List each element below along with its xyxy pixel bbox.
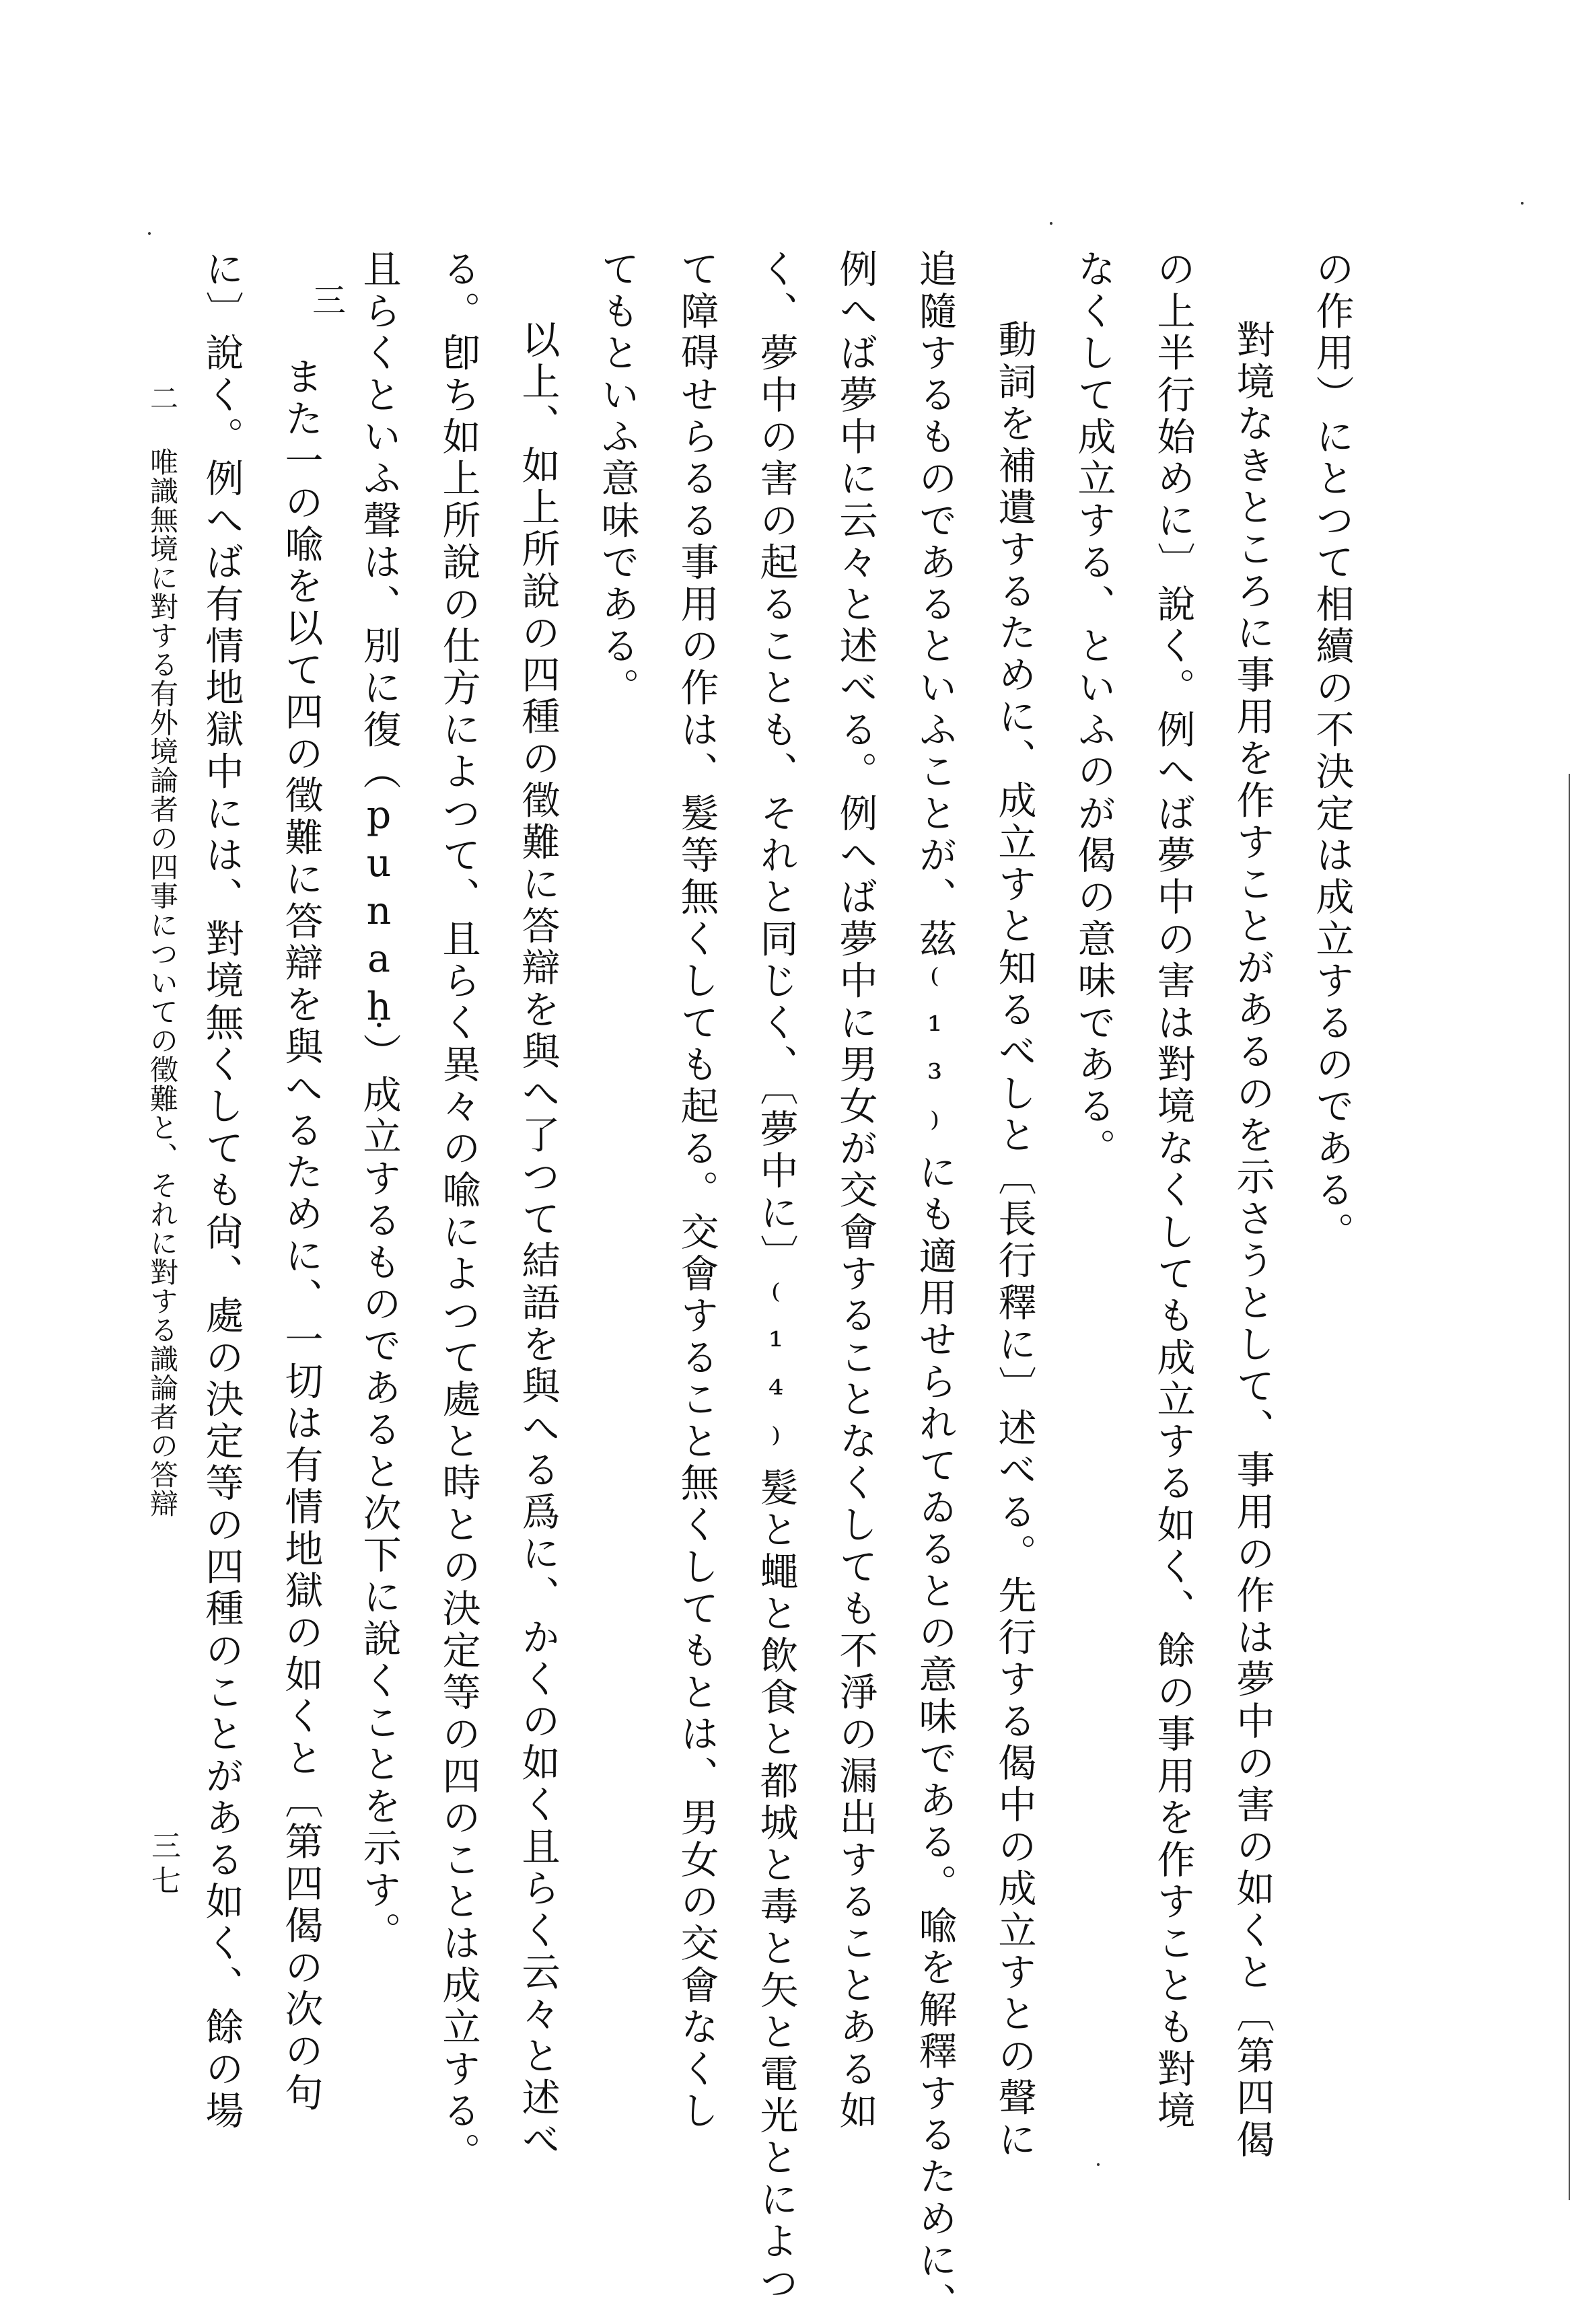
running-head-number: 二: [146, 384, 179, 412]
text-column-11: 以上、如上所說の四種の徵難に答辯を與へ了つて結語を與へる爲に、かくの如く且らく云々と述べ: [515, 320, 560, 2161]
text-column-3: の上半行始めに〕說く。例へば夢中の害は對境なくしても成立する如く、餘の事用を作すことも對境: [1151, 249, 1195, 2132]
text-column-15: に〕說く。例へば有情地獄中には、對境無くしても尙、處の決定等の四種のことがある如く、餘の場: [199, 249, 244, 2132]
section-number: 三: [307, 283, 346, 316]
running-head: 唯識無境に對する有外境論者の四事についての徵難と、それに對する識論者の答辯: [146, 447, 179, 1518]
text-column-12: る。卽ち如上所說の仕方によつて、且らく異々の喩によつて處と時との決定等の四のことは成立する。: [436, 249, 480, 2175]
scan-speck: [148, 232, 151, 235]
text-column-6: 追隨するものであるといふことが、茲⁽¹³⁾にも適用せられてゐるとの意味である。喩を解釋するために、: [913, 249, 957, 2324]
page-number: 三七: [146, 1830, 180, 1900]
text-column-10: てもといふ意味である。: [595, 249, 639, 710]
scan-speck: [1097, 2163, 1100, 2166]
text-column-1: の作用）にとつて相續の不決定は成立するのである。: [1310, 249, 1354, 1254]
text-column-8: く、夢中の害の起ることも、それと同じく、〔夢中に〕⁽¹⁴⁾髮と蠅と飲食と都城と毒と矢と電光とによつ: [754, 249, 798, 2305]
text-column-7: 例へば夢中に云々と述べる。例へば夢中に男女が交會することなくしても不淨の漏出することある如: [833, 249, 878, 2132]
text-column-13: 且らくといふ聲は、別に復（punaḥ）成立するものであると次下に說くことを示す。: [357, 249, 401, 1953]
text-column-14: また一の喩を以て四の徵難に答辯を與へるために、一切は有情地獄の如くと〔第四偈の次の句: [279, 357, 323, 2115]
scan-speck: [1050, 222, 1052, 225]
scan-edge-line: [1569, 774, 1570, 2200]
text-column-5: 動詞を補遺するために、成立すと知るべしと〔長行釋に〕述べる。先行する偈中の成立すとの聲に: [992, 320, 1036, 2161]
scan-speck: [1521, 202, 1524, 205]
text-column-9: て障碍せらるる事用の作は、髮等無くしても起る。交會すること無くしてもとは、男女の交會なくし: [674, 249, 719, 2132]
text-column-4: なくして成立する、といふのが偈の意味である。: [1071, 249, 1116, 1170]
text-column-2: 對境なきところに事用を作すことがあるのを示さうとして、事用の作は夢中の害の如くと〔第四偈: [1230, 320, 1275, 2161]
